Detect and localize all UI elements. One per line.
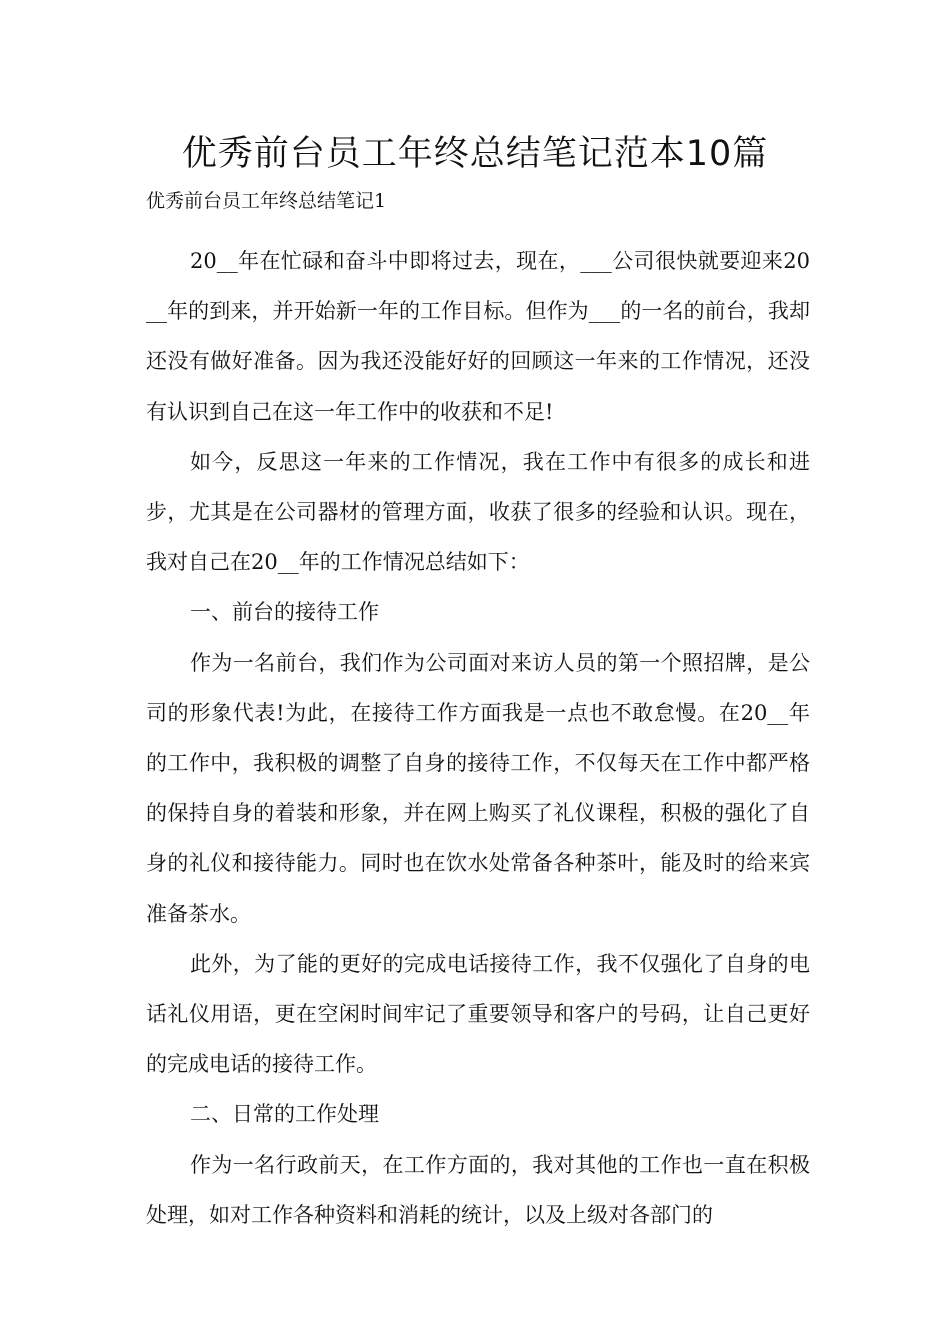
paragraph: 如今，反思这一年来的工作情况，我在工作中有很多的成长和进步，尤其是在公司器材的管理方面，收获了很多的经验和认识。现在，我对自己在20__年的工作情况总结如下：: [146, 449, 810, 575]
paragraph: 作为一名前台，我们作为公司面对来访人员的第一个照招牌，是公司的形象代表!为此，在接待工作方面我是一点也不敢怠慢。在20__年的工作中，我积极的调整了自身的接待工作，不仅每天在工作中都严格的保持自身的着装和形象，并在网上购买了礼仪课程，积极的强化了自身的礼仪和接待能力。同时也在饮水处常备各种茶叶，能及时的给来宾准备茶水。: [146, 650, 810, 926]
document-body: [146, 236, 810, 1240]
section-heading: 二、日常的工作处理: [190, 1102, 379, 1127]
document-title: 优秀前台员工年终总结笔记范本10篇: [181, 134, 769, 174]
section-heading: 一、前台的接待工作: [190, 600, 379, 625]
section-subtitle: 优秀前台员工年终总结笔记1: [146, 190, 387, 212]
paragraph: 20__年在忙碌和奋斗中即将过去，现在，___公司很快就要迎来20__年的到来，并开始新一年的工作目标。但作为___的一名的前台，我却还没有做好准备。因为我还没能好好的回顾这一年来的工作情况，还没有认识到自己在这一年工作中的收获和不足!: [146, 249, 810, 424]
paragraph: 作为一名行政前天，在工作方面的，我对其他的工作也一直在积极处理，如对工作各种资料和消耗的统计，以及上级对各部门的: [146, 1152, 810, 1227]
paragraph: 此外，为了能的更好的完成电话接待工作，我不仅强化了自身的电话礼仪用语，更在空闲时间牢记了重要领导和客户的号码，让自己更好的完成电话的接待工作。: [146, 951, 810, 1077]
